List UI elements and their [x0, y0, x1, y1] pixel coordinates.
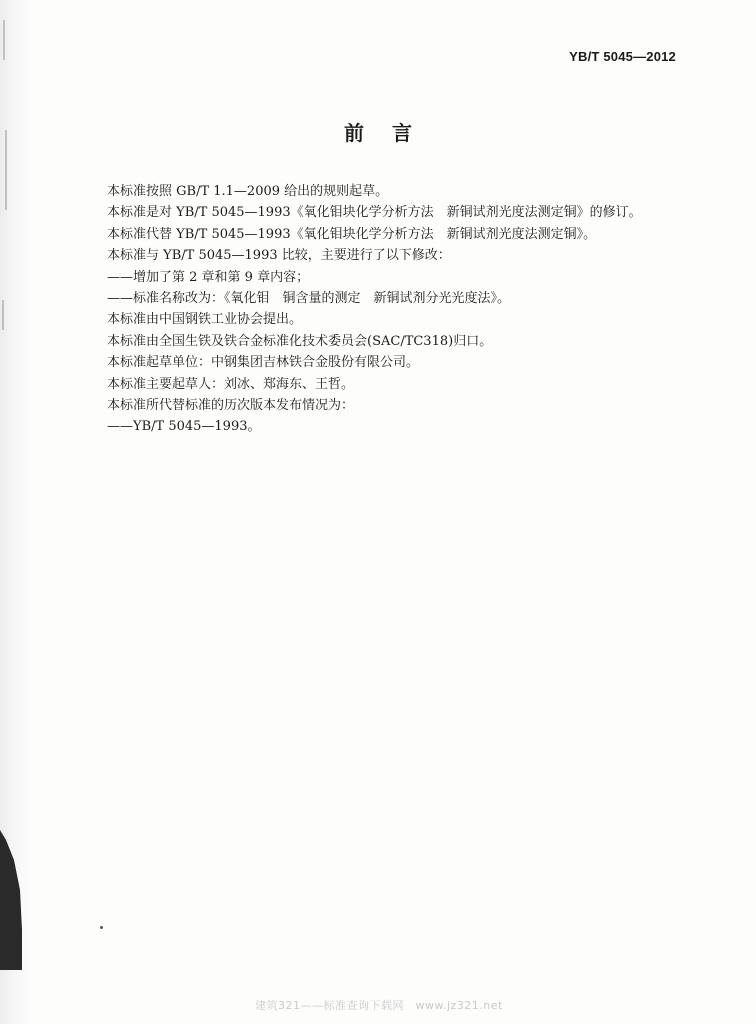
paragraph: 本标准是对 YB/T 5045—1993《氧化钼块化学分析方法 新铜试剂光度法测定铜》的修订。: [107, 205, 642, 221]
footer-watermark: 建筑321——标准查询下载网 www.jz321.net: [255, 999, 503, 1012]
scan-speck: [3, 20, 5, 60]
paragraph: 本标准由全国生铁及铁合金标准化技术委员会(SAC/TC318)归口。: [107, 333, 493, 349]
list-item: ——标准名称改为：《氧化钼 铜含量的测定 新铜试剂分光光度法》。: [107, 291, 511, 307]
document-code: YB/T 5045—2012: [569, 49, 676, 64]
document-body: [107, 181, 697, 438]
paragraph: 本标准所代替标准的历次版本发布情况为：: [107, 398, 355, 414]
scan-speck: [2, 300, 4, 330]
paragraph: 本标准代替 YB/T 5045—1993《氧化钼块化学分析方法 新铜试剂光度法测定铜》。: [107, 226, 597, 242]
paragraph: 本标准与 YB/T 5045—1993 比较，主要进行了以下修改：: [107, 248, 451, 264]
paragraph: 本标准主要起草人：刘冰、郑海东、王哲。: [107, 376, 355, 392]
list-item: ——增加了第 2 章和第 9 章内容；: [107, 269, 310, 285]
paragraph: 本标准起草单位：中钢集团吉林铁合金股份有限公司。: [107, 355, 420, 371]
scan-fold-mark: [0, 830, 22, 970]
paragraph: 本标准按照 GB/T 1.1—2009 给出的规则起草。: [107, 184, 389, 199]
page-title: 前言: [344, 121, 440, 145]
list-item: ——YB/T 5045—1993。: [107, 419, 261, 435]
scan-dot: [100, 926, 103, 929]
paragraph: 本标准由中国钢铁工业协会提出。: [107, 312, 303, 328]
